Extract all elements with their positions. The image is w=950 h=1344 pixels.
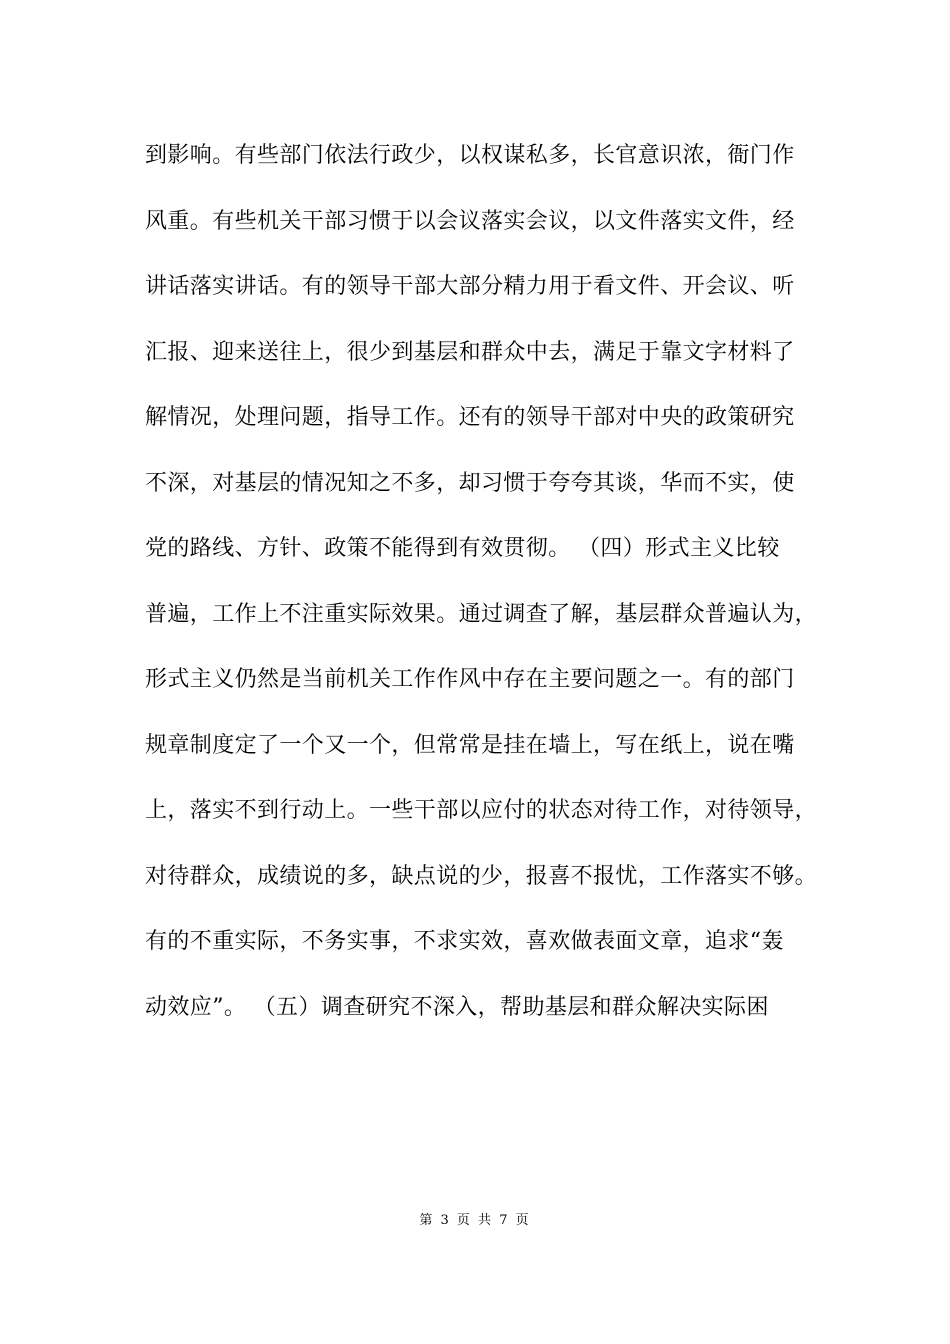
text-line: 讲话落实讲话。有的领导干部大部分精力用于看文件、开会议、听 [145,274,795,299]
text-line: 形式主义仍然是当前机关工作作风中存在主要问题之一。有的部门 [145,667,795,692]
text-line: 汇报、迎来送往上，很少到基层和群众中去，满足于靠文字材料了 [145,339,795,365]
text-line: 到影响。有些部门依法行政少，以权谋私多，长官意识浓，衙门作 [145,143,795,168]
text-line: 有的不重实际，不务实事，不求实效，喜欢做表面文章，追求“轰 [145,929,784,954]
text-line: 普遍，工作上不注重实际效果。通过调查了解，基层群众普遍认为， [145,601,818,627]
text-line: 不深，对基层的情况知之不多，却习惯于夸夸其谈，华而不实，使 [145,470,795,496]
text-line: 规章制度定了一个又一个，但常常是挂在墙上，写在纸上，说在嘴 [145,732,795,758]
text-line: 党的路线、方针、政策不能得到有效贯彻。 （四）形式主义比较 [145,536,780,561]
text-line: 对待群众，成绩说的多，缺点说的少，报喜不报忧，工作落实不够。 [145,863,818,889]
text-line: 解情况，处理问题，指导工作。还有的领导干部对中央的政策研究 [145,405,795,430]
body-text [145,133,825,1050]
page-number: 第 3 页 共 7 页 [419,1213,531,1228]
text-line: 风重。有些机关干部习惯于以会议落实会议，以文件落实文件，经 [145,208,795,234]
text-line: 上，落实不到行动上。一些干部以应付的状态对待工作，对待领导， [145,798,818,823]
text-line: 动效应”。 （五）调查研究不深入，帮助基层和群众解决实际困 [145,994,769,1020]
